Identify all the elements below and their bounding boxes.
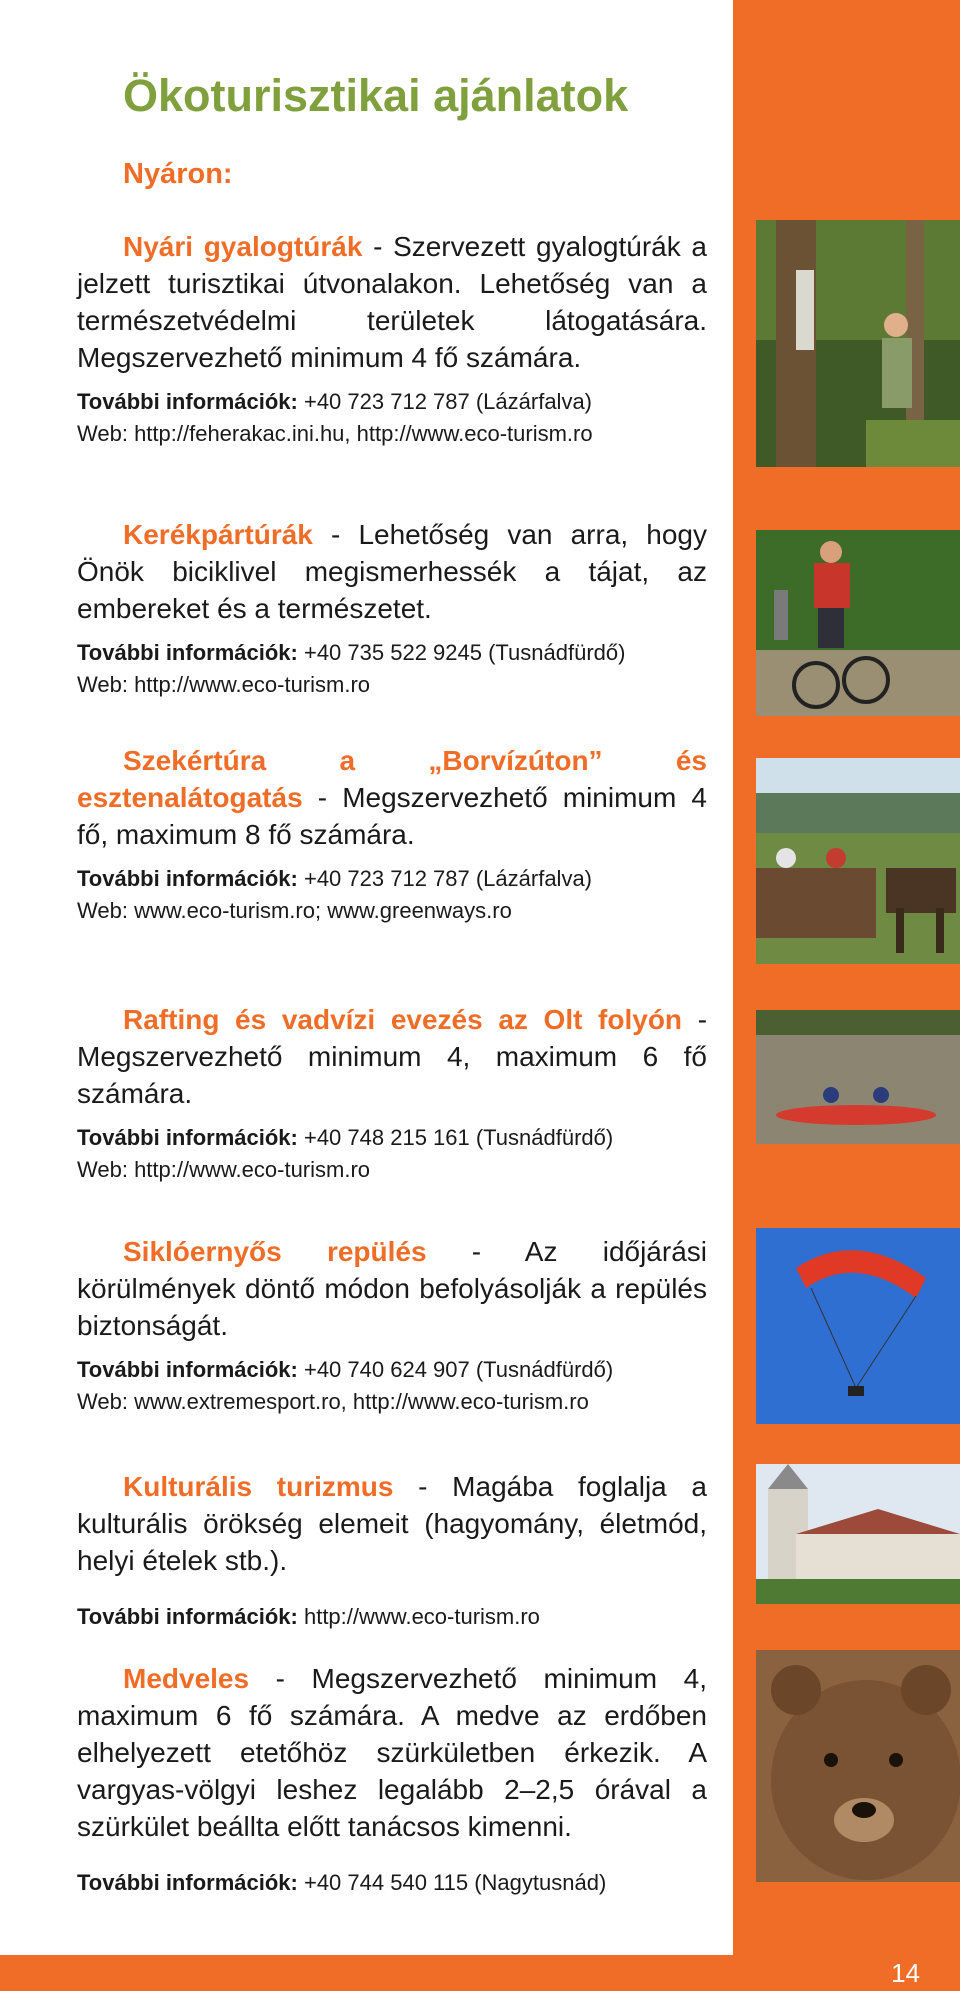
photo-horse-cart	[756, 758, 960, 964]
page-title: Ökoturisztikai ajánlatok	[123, 70, 629, 121]
info-label: További információk:	[77, 1870, 298, 1895]
info-web: Web: www.extremesport.ro, http://www.eco-turism.ro	[77, 1389, 589, 1414]
season-heading: Nyáron:	[123, 158, 233, 190]
photo-cyclists	[756, 530, 960, 716]
offer-rafting	[77, 1001, 707, 1186]
info-contact: +40 735 522 9245 (Tusnádfürdő)	[303, 640, 626, 665]
info-label: További információk:	[77, 389, 298, 414]
offer-description: - Lehetőség van arra, hogy Önök biciklivel megismerhessék a tájat, az embereket és a természetet.	[77, 519, 707, 624]
info-contact: http://www.eco-turism.ro	[303, 1604, 540, 1629]
info-contact: +40 748 215 161 (Tusnádfürdő)	[303, 1125, 614, 1150]
info-label: További információk:	[77, 1357, 298, 1382]
info-web: Web: http://www.eco-turism.ro	[77, 672, 371, 697]
offer-description: - Az időjárási körülmények döntő módon befolyásolják a repülés biztonságát.	[77, 1236, 707, 1341]
offer-title: Kulturális turizmus	[123, 1471, 394, 1502]
offer-title: Siklóernyős repülés	[123, 1236, 427, 1267]
photo-rafting	[756, 1010, 960, 1144]
offer-title: Medveles	[123, 1663, 250, 1694]
offer-description: - Megszervezhető minimum 4, maximum 6 fő számára.	[77, 1004, 708, 1109]
offer-cart-tour	[77, 742, 707, 927]
page-number: 14	[891, 1958, 920, 1988]
offer-description: - Magába foglalja a kulturális örökség elemeit (hagyomány, életmód, helyi ételek stb.).	[77, 1471, 708, 1576]
footer-bar	[0, 1955, 960, 1991]
offer-description: - Szervezett gyalogtúrák a jelzett turisztikai útvonalakon. Lehetőség van a természetvédelmi területek látogatására. Megszervezhető minimum 4 fő számára.	[77, 231, 707, 373]
info-web: Web: http://feherakac.ini.hu, http://www.eco-turism.ro	[77, 421, 593, 446]
info-contact: +40 740 624 907 (Tusnádfürdő)	[303, 1357, 614, 1382]
info-label: További információk:	[77, 866, 298, 891]
offer-bear-watching	[77, 1660, 707, 1899]
info-web: Web: www.eco-turism.ro; www.greenways.ro	[77, 898, 512, 923]
offer-description: - Megszervezhető minimum 4, maximum 6 fő számára. A medve az erdőben elhelyezett etetőhöz szürkületben érkezik. A vargyas-völgyi leshez legalább 2–2,5 órával a szürkület beállta előtt tanácsos kimenni.	[77, 1663, 707, 1842]
info-web: Web: http://www.eco-turism.ro	[77, 1157, 371, 1182]
info-label: További információk:	[77, 640, 298, 665]
offer-title: Szekértúra a „Borvízúton” és esztenalátogatás	[77, 745, 707, 813]
offer-cultural-tourism	[77, 1468, 707, 1633]
info-label: További információk:	[77, 1125, 298, 1150]
offer-cycling	[77, 516, 707, 701]
offer-title: Rafting és vadvízi evezés az Olt folyón	[123, 1004, 683, 1035]
photo-bear	[756, 1650, 960, 1882]
info-contact: +40 744 540 115 (Nagytusnád)	[303, 1870, 607, 1895]
info-contact: +40 723 712 787 (Lázárfalva)	[303, 866, 593, 891]
info-label: További információk:	[77, 1604, 298, 1629]
photo-church	[756, 1464, 960, 1604]
photo-hikers-forest	[756, 220, 960, 467]
offer-hiking	[77, 228, 707, 450]
offer-title: Nyári gyalogtúrák	[123, 231, 363, 262]
info-contact: +40 723 712 787 (Lázárfalva)	[303, 389, 593, 414]
photo-paraglider	[756, 1228, 960, 1424]
offer-paragliding	[77, 1233, 707, 1418]
offer-description: - Megszervezhető minimum 4 fő, maximum 8 fő számára.	[77, 782, 707, 850]
offer-title: Kerékpártúrák	[123, 519, 313, 550]
